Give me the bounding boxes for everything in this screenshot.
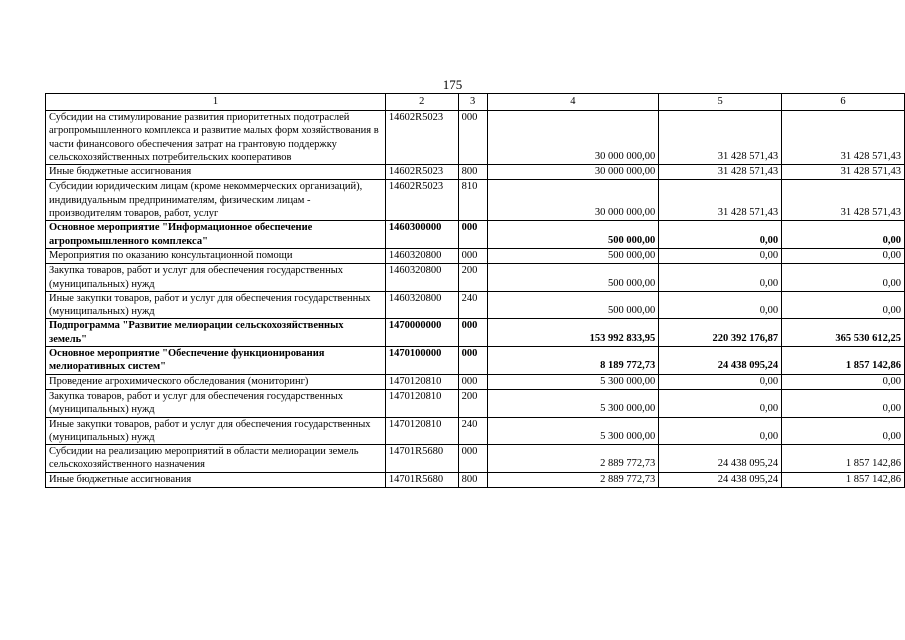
row-amount-col5-cell: 24 438 095,24 [659,347,782,375]
row-amount-col4-cell: 500 000,00 [487,221,659,249]
row-amount-col4-cell: 500 000,00 [487,291,659,319]
row-code-cell: 1470100000 [385,347,458,375]
row-name-cell: Субсидии на реализацию мероприятий в области мелиорации земель сельскохозяйственного назначения [46,445,386,473]
row-type-cell: 000 [458,319,487,347]
row-amount-col6-cell: 1 857 142,86 [782,347,905,375]
row-type-cell: 810 [458,180,487,221]
row-type-cell: 200 [458,389,487,417]
column-header: 3 [458,94,487,111]
row-code-cell: 1470120810 [385,389,458,417]
row-code-cell: 1470120810 [385,417,458,445]
row-amount-col6-cell: 31 428 571,43 [782,165,905,180]
row-code-cell: 1460320800 [385,264,458,292]
row-amount-col6-cell: 1 857 142,86 [782,472,905,487]
table-row [46,248,905,263]
budget-table [45,93,905,488]
row-amount-col5-cell: 0,00 [659,264,782,292]
row-amount-col6-cell: 0,00 [782,221,905,249]
row-amount-col5-cell: 0,00 [659,291,782,319]
column-header: 5 [659,94,782,111]
row-amount-col4-cell: 30 000 000,00 [487,111,659,165]
row-name-cell: Иные бюджетные ассигнования [46,165,386,180]
table-row [46,221,905,249]
row-type-cell: 000 [458,221,487,249]
row-code-cell: 1460300000 [385,221,458,249]
row-type-cell: 000 [458,374,487,389]
row-amount-col4-cell: 500 000,00 [487,264,659,292]
row-code-cell: 1470120810 [385,374,458,389]
table-row [46,165,905,180]
row-amount-col5-cell: 0,00 [659,221,782,249]
table-row [46,347,905,375]
row-name-cell: Мероприятия по оказанию консультационной помощи [46,248,386,263]
row-name-cell: Проведение агрохимического обследования (мониторинг) [46,374,386,389]
row-code-cell: 14701R5680 [385,472,458,487]
row-name-cell: Закупка товаров, работ и услуг для обеспечения государственных (муниципальных) нужд [46,264,386,292]
table-row [46,417,905,445]
table-row [46,111,905,165]
table-row [46,319,905,347]
row-amount-col5-cell: 0,00 [659,248,782,263]
row-code-cell: 14602R5023 [385,111,458,165]
row-amount-col6-cell: 0,00 [782,264,905,292]
table-row [46,264,905,292]
row-amount-col6-cell: 1 857 142,86 [782,445,905,473]
row-amount-col6-cell: 31 428 571,43 [782,180,905,221]
row-amount-col5-cell: 31 428 571,43 [659,180,782,221]
row-code-cell: 1470000000 [385,319,458,347]
row-amount-col5-cell: 24 438 095,24 [659,472,782,487]
row-amount-col6-cell: 31 428 571,43 [782,111,905,165]
row-name-cell: Основное мероприятие "Обеспечение функционирования мелиоративных систем" [46,347,386,375]
column-header: 1 [46,94,386,111]
table-row [46,389,905,417]
column-header: 6 [782,94,905,111]
row-amount-col4-cell: 2 889 772,73 [487,445,659,473]
row-amount-col4-cell: 153 992 833,95 [487,319,659,347]
row-amount-col4-cell: 30 000 000,00 [487,180,659,221]
row-code-cell: 14602R5023 [385,165,458,180]
row-amount-col5-cell: 0,00 [659,417,782,445]
row-amount-col4-cell: 5 300 000,00 [487,389,659,417]
row-type-cell: 800 [458,165,487,180]
row-type-cell: 800 [458,472,487,487]
table-row [46,180,905,221]
page-number: 175 [442,77,463,92]
row-code-cell: 14602R5023 [385,180,458,221]
table-row [46,472,905,487]
column-header: 2 [385,94,458,111]
row-amount-col6-cell: 0,00 [782,417,905,445]
row-type-cell: 240 [458,291,487,319]
row-amount-col4-cell: 5 300 000,00 [487,374,659,389]
table-header-row [46,94,905,111]
row-code-cell: 1460320800 [385,291,458,319]
row-amount-col4-cell: 8 189 772,73 [487,347,659,375]
row-amount-col6-cell: 0,00 [782,374,905,389]
row-type-cell: 240 [458,417,487,445]
row-amount-col5-cell: 220 392 176,87 [659,319,782,347]
row-name-cell: Субсидии на стимулирование развития приоритетных подотраслей агропромышленного комплекса и развитие малых форм хозяйствования в части финансового обеспечения затрат на грантовую поддержку сельскохозяйственных потребительских кооперативов [46,111,386,165]
row-amount-col6-cell: 0,00 [782,291,905,319]
table-row [46,374,905,389]
row-amount-col4-cell: 5 300 000,00 [487,417,659,445]
row-type-cell: 000 [458,111,487,165]
row-type-cell: 000 [458,347,487,375]
row-name-cell: Иные бюджетные ассигнования [46,472,386,487]
table-row [46,291,905,319]
row-name-cell: Основное мероприятие "Информационное обеспечение агропромышленного комплекса" [46,221,386,249]
row-type-cell: 200 [458,264,487,292]
row-amount-col5-cell: 0,00 [659,389,782,417]
row-name-cell: Закупка товаров, работ и услуг для обеспечения государственных (муниципальных) нужд [46,389,386,417]
row-amount-col4-cell: 2 889 772,73 [487,472,659,487]
row-amount-col5-cell: 31 428 571,43 [659,165,782,180]
row-amount-col5-cell: 31 428 571,43 [659,111,782,165]
row-type-cell: 000 [458,445,487,473]
row-amount-col5-cell: 0,00 [659,374,782,389]
row-amount-col6-cell: 0,00 [782,248,905,263]
row-code-cell: 1460320800 [385,248,458,263]
row-name-cell: Иные закупки товаров, работ и услуг для обеспечения государственных (муниципальных) нужд [46,417,386,445]
row-amount-col6-cell: 0,00 [782,389,905,417]
row-name-cell: Подпрограмма "Развитие мелиорации сельскохозяйственных земель" [46,319,386,347]
row-code-cell: 14701R5680 [385,445,458,473]
row-amount-col4-cell: 30 000 000,00 [487,165,659,180]
row-amount-col5-cell: 24 438 095,24 [659,445,782,473]
row-amount-col6-cell: 365 530 612,25 [782,319,905,347]
row-amount-col4-cell: 500 000,00 [487,248,659,263]
row-name-cell: Иные закупки товаров, работ и услуг для обеспечения государственных (муниципальных) нужд [46,291,386,319]
table-row [46,445,905,473]
row-name-cell: Субсидии юридическим лицам (кроме некоммерческих организаций), индивидуальным предпринимателям, физическим лицам - производителям товаров, работ, услуг [46,180,386,221]
column-header: 4 [487,94,659,111]
row-type-cell: 000 [458,248,487,263]
